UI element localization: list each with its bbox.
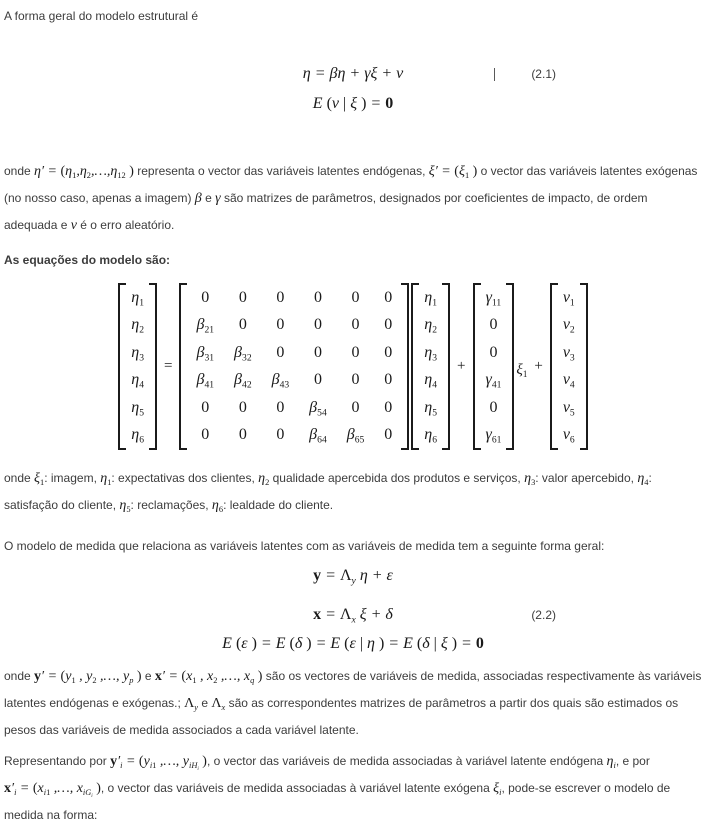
matrix-cell: 0 [238,316,247,334]
matrix-cell: $\beta_{41}$ [196,371,215,391]
matrix-cell: $\eta_4$ [131,371,145,391]
matrix-cell: 0 [384,316,393,334]
inline-math: $\Lambda_y$ [184,696,199,712]
matrix-cell: 0 [384,288,393,306]
eta-vector-lhs [118,283,157,450]
matrix-cell: $\eta_2$ [131,316,145,336]
matrix-cell: 0 [313,288,322,306]
matrix-cell: 0 [313,371,322,389]
matrix-cell: $\gamma_{61}$ [485,426,502,446]
matrix-cell: $\eta_1$ [424,288,438,309]
matrix-cell: 0 [276,316,285,334]
inline-math: $\xi_i$ [493,781,502,797]
matrix-cell: 0 [201,398,210,416]
matrix-bracket-right [149,283,157,450]
inline-math: γ [215,191,221,206]
matrix-cell: 0 [276,288,285,306]
matrix-cell: $\eta_5$ [424,398,438,419]
equation-expectations-zero [4,632,702,656]
paragraph-modelo-medida: O modelo de medida que relaciona as variáveis latentes com as variáveis de medida tem a seguinte forma geral: [4,539,605,553]
matrix-cell: 0 [384,371,393,389]
beta-matrix [179,283,409,450]
matrix-cell: $\nu_4$ [562,371,575,391]
inline-math: $\eta_6$ [211,498,224,514]
matrix-cell: $\beta_{65}$ [346,426,365,446]
matrix-cell: $\eta_2$ [424,316,438,336]
equation-y-measurement [4,565,702,587]
nu-vector [550,283,588,450]
matrix-cell: 0 [313,343,322,361]
inline-math: $\xi' = (\xi_1$ ) [428,164,478,180]
inline-math: $y'_i = (y_{i1}$ ,…, $y_{iH_i}$ ) [110,754,207,772]
matrix-cell: 0 [238,398,247,416]
matrix-cell: 0 [489,343,498,361]
inline-math: β [194,191,202,206]
inline-math: $\eta_i$ [606,754,616,770]
inline-math: $\eta' = (\eta_1,\eta_2,\dots,\eta_{12}$ ) [34,164,134,180]
matrix-bracket-right [401,283,409,450]
matrix-cell: $\nu_3$ [562,343,575,364]
equation-2-1-label: (2.1) [531,67,556,81]
matrix-cell: 0 [313,316,322,334]
matrix-equation [4,283,702,450]
matrix-cell: 0 [351,316,360,334]
matrix-cell: 0 [276,426,285,444]
equation-y-measurement-math: $y = \Lambda_y$ η + ε [313,567,393,587]
paragraph-onde-eta: onde $\eta' = (\eta_1,\eta_2,\dots,\eta_{12}$ ) representa o vector das variáveis latentes endógenas, $\xi' = (\xi_1$ ) o vector das variáveis latentes exógenas (no nosso caso, apenas a imagem) β e γ são matrizes de parâmetros, designados por coeficientes de impacto, de ordem adequada e ν é o erro aleatório. [4,164,698,233]
plus-sign: + [457,358,466,374]
matrix-cell: $\gamma_{41}$ [485,371,502,391]
matrix-cell: 0 [351,398,360,416]
matrix-bracket-left [550,283,558,450]
text-cursor-bar: | [492,66,496,82]
inline-math: $x' = (x_1$ , $x_2$ ,…, $x_q$ ) [154,669,263,685]
matrix-cell: 0 [276,343,285,361]
matrix-cell: $\nu_6$ [562,426,575,446]
matrix-cell: $\beta_{54}$ [309,398,327,419]
matrix-cell: 0 [276,398,285,416]
heading-equations: As equações do modelo são: [4,253,171,267]
matrix-cell: 0 [238,288,247,306]
equation-2-1-math: η = βη + γξ + ν [302,65,404,82]
matrix-cell: $\eta_6$ [131,426,145,446]
matrix-cell: $\eta_4$ [424,371,438,391]
paragraph-intro: A forma geral do modelo estrutural é [4,9,199,23]
matrix-cell: 0 [201,426,210,444]
plus-sign: + [534,358,543,374]
inline-math: $\eta_2$ [258,471,270,487]
matrix-bracket-right [442,283,450,450]
matrix-cell: 0 [384,426,393,444]
matrix-bracket-right [580,283,588,450]
matrix-cell: $\beta_{64}$ [309,426,327,446]
matrix-cell: 0 [351,343,360,361]
inline-math: $\eta_5$ [119,498,131,514]
matrix-cell: $\eta_3$ [424,343,438,364]
equals-sign: = [164,358,173,374]
matrix-cell: 0 [489,316,498,334]
matrix-bracket-left [118,283,126,450]
equation-2-2 [4,604,702,626]
matrix-cell: $\gamma_{11}$ [485,288,502,309]
matrix-cell: 0 [238,426,247,444]
matrix-bracket-left [179,283,187,450]
inline-math: $y' = (y_1$ , $y_2$ ,…, $y_p$ ) [34,669,142,685]
matrix-cell: 0 [384,398,393,416]
inline-math: ν [70,218,77,233]
matrix-cell: $\nu_2$ [562,316,575,336]
paragraph-onde-xi: onde $\xi_1$: imagem, $\eta_1$: expectativas dos clientes, $\eta_2$ qualidade apercebida dos produtos e serviços, $\eta_3$: valor apercebido, $\eta_4$: satisfação do cliente, $\eta_5$: reclamações, $\eta_6$: lealdade do cliente. [4,471,652,514]
matrix-cell: 0 [201,288,210,306]
matrix-cell: $\eta_3$ [131,343,145,364]
matrix-cell: 0 [351,371,360,389]
inline-math: $\eta_4$ [637,471,649,487]
paragraph-representando: Representando por $y'_i = (y_{i1}$ ,…, $y_{iH_i}$ ), o vector das variáveis de medida associadas à variável latente endógena $\eta_i$, e por $x'_i = (x_{i1}$ ,…, $x_{iG_i}$ ), o vector das variáveis de medida associadas à variável latente exógena $\xi_i$, pode-se escrever o modelo de medida na forma: [4,754,671,822]
matrix-cell: 0 [489,398,498,416]
inline-math: $\eta_1$ [100,471,112,487]
matrix-cell: $\beta_{31}$ [196,343,215,364]
matrix-cell: $\nu_1$ [562,288,575,309]
matrix-cell: $\eta_6$ [424,426,438,446]
inline-math: $\Lambda_x$ [211,696,226,712]
matrix-bracket-left [411,283,419,450]
matrix-cell: $\nu_5$ [562,398,575,419]
equation-2-2-math: $x = \Lambda_x$ ξ + δ [313,606,393,626]
inline-math: $\eta_3$ [524,471,536,487]
paragraph-onde-y: onde $y' = (y_1$ , $y_2$ ,…, $y_p$ ) e $x' = (x_1$ , $x_2$ ,…, $x_q$ ) são os vectores de variáveis de medida, associadas respectivamente às variáveis latentes endógenas e exógenas.; $\Lambda_y$ e $\Lambda_x$ são as correspondentes matrizes de parâmetros a partir dos quais são estimados os pesos das variáveis de medida associados a cada variável latente. [4,669,702,737]
matrix-cell: $\beta_{42}$ [234,371,252,391]
matrix-cell: 0 [351,288,360,306]
matrix-cell: 0 [384,343,393,361]
matrix-cell: $\beta_{32}$ [234,343,252,364]
matrix-bracket-left [473,283,481,450]
equation-expectations-zero-math: E (ε ) = E (δ ) = E (ε | η ) = E (δ | ξ ) = 0 [222,635,484,652]
gamma-vector [473,283,515,450]
inline-math: $\xi_1$ [34,471,45,487]
equation-2-1 [4,62,702,86]
matrix-bracket-right [506,283,514,450]
matrix-cell: $\eta_5$ [131,398,145,419]
equation-error-condition-math: E (ν | ξ ) = 0 [312,95,394,112]
eta-vector-rhs [411,283,450,450]
matrix-cell: $\eta_1$ [131,288,145,309]
matrix-cell: $\beta_{21}$ [196,316,215,336]
xi-multiplier: $\xi_1$ [516,362,528,380]
equation-error-condition [4,92,702,116]
matrix-cell: $\beta_{43}$ [271,371,290,391]
equation-2-2-label: (2.2) [531,608,556,622]
inline-math: $x'_i = (x_{i1}$ ,…, $x_{iG_i}$ ) [4,781,101,799]
